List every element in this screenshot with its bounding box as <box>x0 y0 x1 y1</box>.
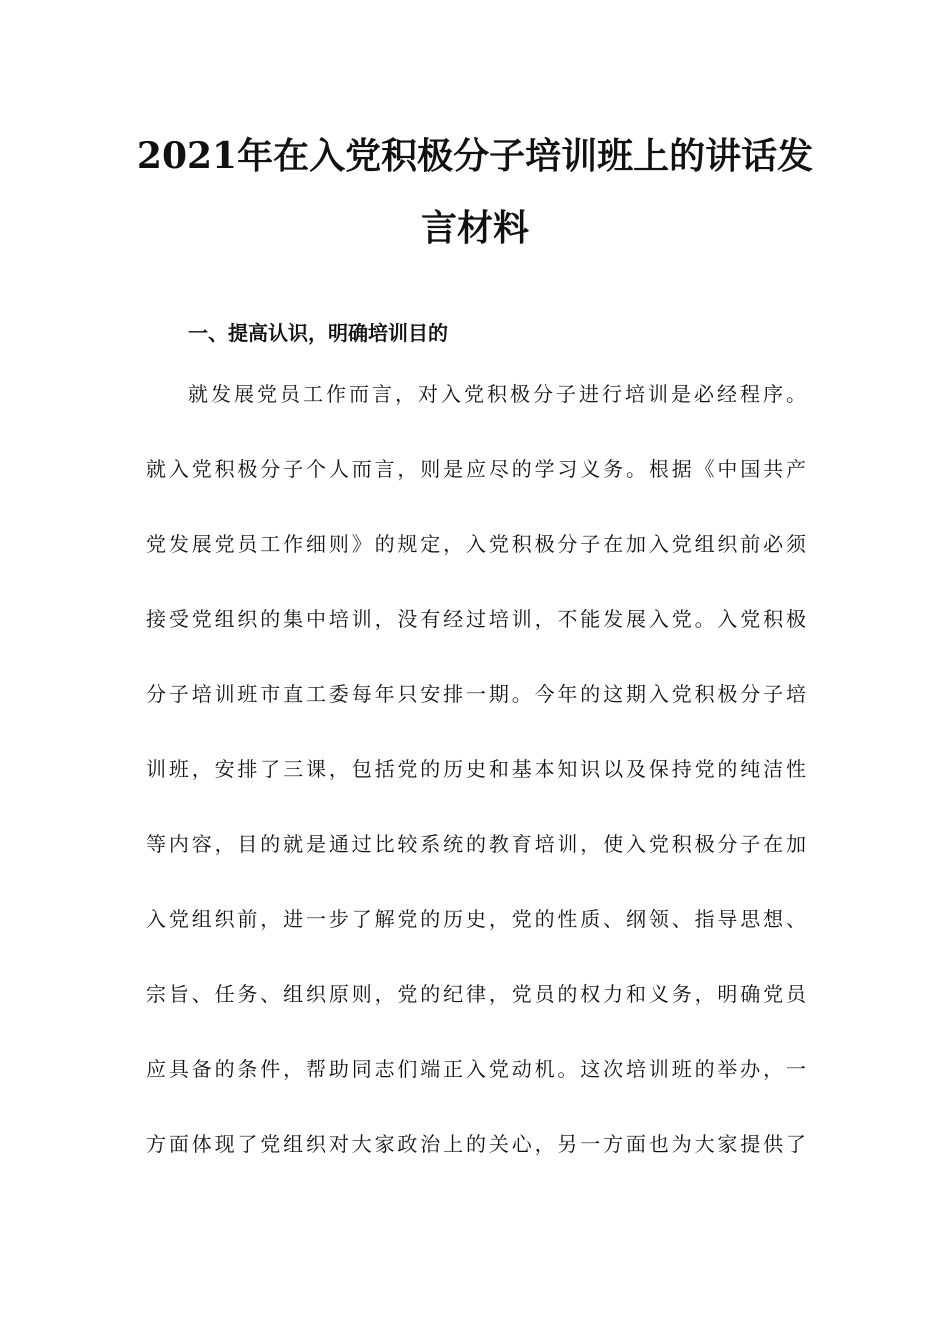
section-heading: 一、提高认识，明确培训目的 <box>188 321 448 345</box>
document-title-line-2: 言材料 <box>420 207 529 249</box>
paragraph-line: 接受党组织的集中培训，没有经过培训，不能发展入党。入党积极 <box>146 607 806 631</box>
paragraph-line: 等内容，目的就是通过比较系统的教育培训，使入党积极分子在加 <box>146 832 806 856</box>
paragraph-line: 应具备的条件，帮助同志们端正入党动机。这次培训班的举办，一 <box>146 1057 806 1081</box>
paragraph-line: 分子培训班市直工委每年只安排一期。今年的这期入党积极分子培 <box>146 682 806 706</box>
paragraph-line: 党发展党员工作细则》的规定，入党积极分子在加入党组织前必须 <box>146 532 806 556</box>
paragraph-line: 就发展党员工作而言，对入党积极分子进行培训是必经程序。 <box>188 382 806 406</box>
document-title-line-1: 2021年在入党积极分子培训班上的讲话发 <box>136 135 814 177</box>
paragraph-line: 训班，安排了三课，包括党的历史和基本知识以及保持党的纯洁性 <box>146 757 806 781</box>
paragraph-line: 方面体现了党组织对大家政治上的关心，另一方面也为大家提供了 <box>146 1132 806 1156</box>
paragraph-line: 入党组织前，进一步了解党的历史，党的性质、纲领、指导思想、 <box>146 907 806 931</box>
paragraph-line: 就入党积极分子个人而言，则是应尽的学习义务。根据《中国共产 <box>146 457 806 481</box>
paragraph-line: 宗旨、任务、组织原则，党的纪律，党员的权力和义务，明确党员 <box>146 982 806 1006</box>
